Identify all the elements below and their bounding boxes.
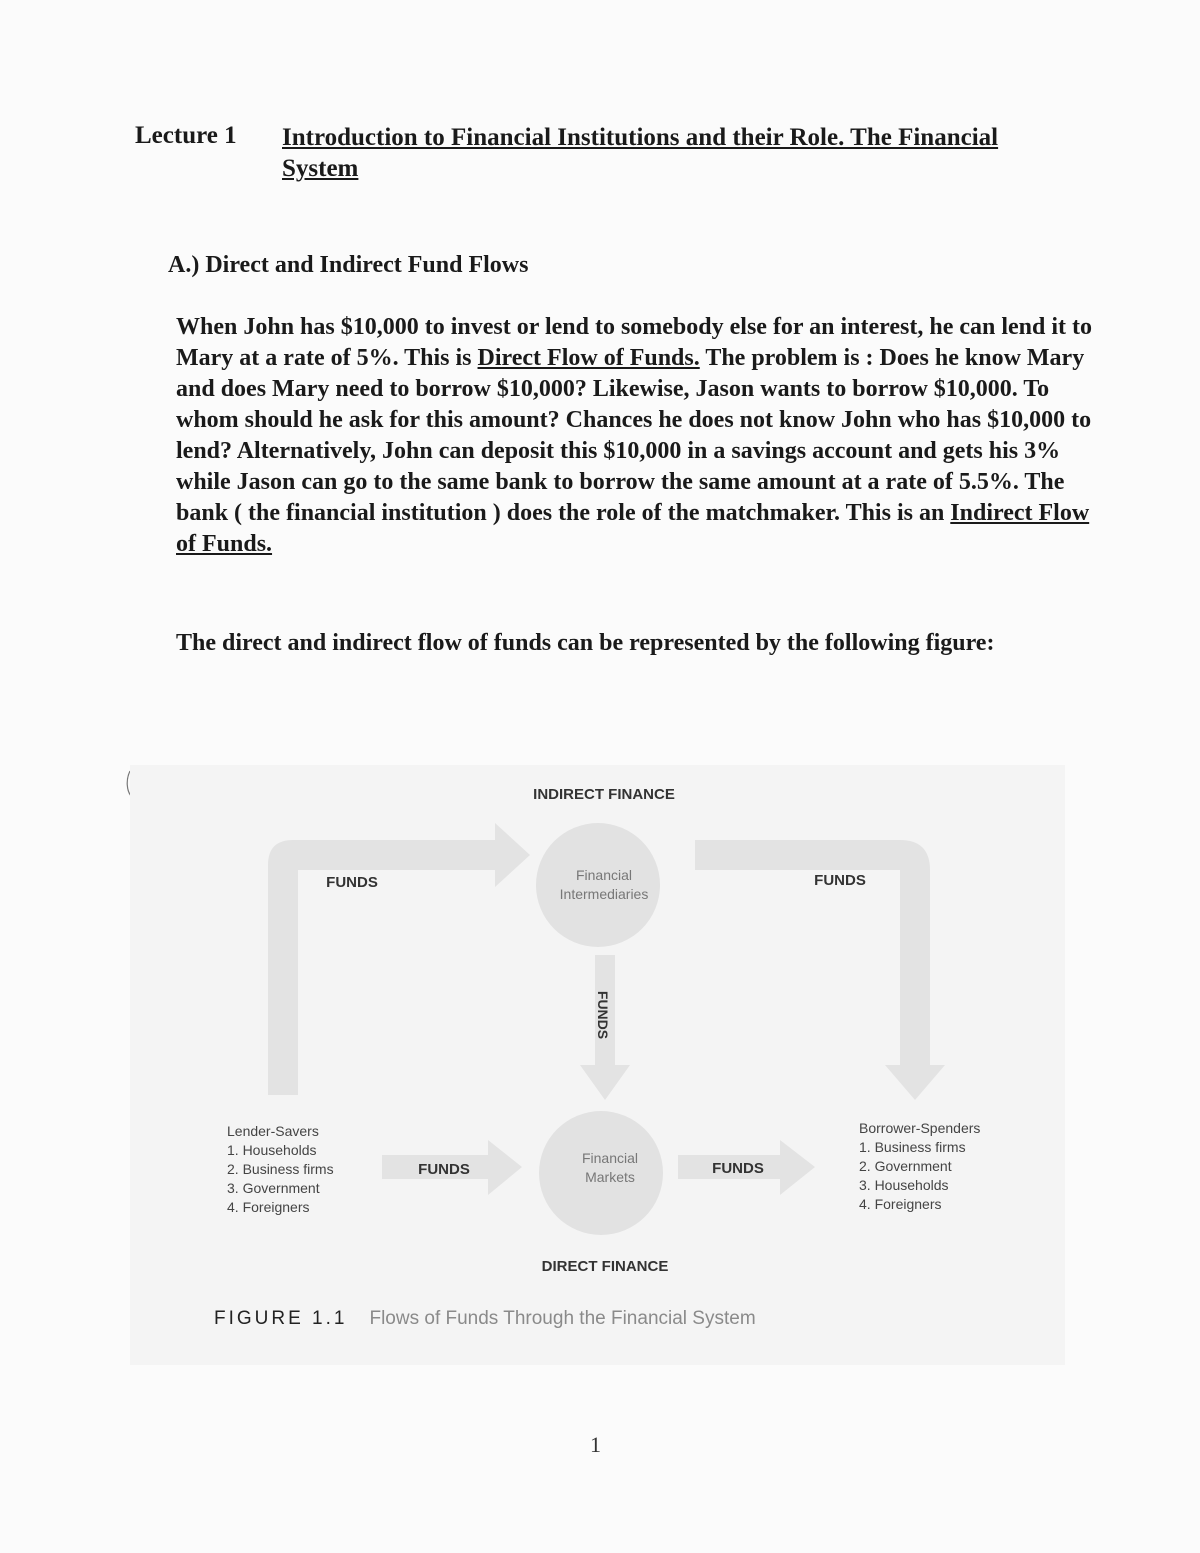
intermediaries-label-line1: Financial bbox=[575, 867, 633, 883]
lender-savers-title: Lender-Savers bbox=[227, 1123, 319, 1139]
indirect-finance-label: INDIRECT FINANCE bbox=[533, 786, 675, 803]
lecture-title-line2: System bbox=[282, 155, 359, 182]
section-heading: A.) Direct and Indirect Fund Flows bbox=[168, 252, 529, 278]
figure-caption bbox=[214, 1308, 756, 1330]
funds-label-vertical: FUNDS bbox=[595, 990, 611, 1040]
borrower-item: 4. Foreigners bbox=[859, 1196, 942, 1212]
borrower-item: 1. Business firms bbox=[859, 1139, 966, 1155]
direct-finance-label: DIRECT FINANCE bbox=[541, 1258, 669, 1275]
funds-label-bottom-right: FUNDS bbox=[712, 1160, 764, 1177]
borrower-spenders-title: Borrower-Spenders bbox=[859, 1120, 981, 1136]
borrower-item: 2. Government bbox=[859, 1158, 952, 1174]
markets-label-line2: Markets bbox=[585, 1169, 635, 1185]
lender-item: 4. Foreigners bbox=[227, 1199, 310, 1215]
lecture-title bbox=[282, 122, 1082, 184]
paragraph-text: The problem is : Does he know Mary and does Mary need to borrow $10,000? Likewise, Jason wants to borrow $10,000. To whom should he ask for this amount? Chances he does not know John who has $10,000 to lend? Alternatively, John can deposit this $10,000 in a savings account and gets his 3% while Jason can go to the same bank to borrow the same amount at a rate of 5.5%. The bank ( the financial institution ) does the role of the matchmaker. This is an bbox=[176, 345, 1092, 526]
indirect-flow-term: Indirect Flow of Funds. bbox=[176, 500, 1090, 557]
paragraph-figure-intro: The direct and indirect flow of funds can be represented by the following figure: bbox=[176, 630, 995, 656]
lender-item: 1. Households bbox=[227, 1142, 317, 1158]
intermediaries-circle bbox=[536, 823, 660, 947]
flow-of-funds-figure bbox=[130, 765, 1065, 1365]
funds-label-top-left: FUNDS bbox=[326, 874, 378, 891]
lecture-label: Lecture 1 bbox=[135, 122, 237, 149]
figure-caption-text: Flows of Funds Through the Financial System bbox=[369, 1308, 756, 1329]
borrower-item: 3. Households bbox=[859, 1177, 949, 1193]
paragraph-fund-flows bbox=[176, 312, 1096, 560]
lender-item: 3. Government bbox=[227, 1180, 320, 1196]
funds-label-bottom-left: FUNDS bbox=[418, 1161, 470, 1178]
page-number: 1 bbox=[590, 1432, 601, 1457]
figure-caption-label: FIGURE 1.1 bbox=[214, 1308, 348, 1329]
funds-label-top-right: FUNDS bbox=[814, 872, 866, 889]
markets-label-line1: Financial bbox=[581, 1150, 639, 1166]
direct-flow-term: Direct Flow of Funds. bbox=[477, 345, 700, 371]
lender-item: 2. Business firms bbox=[227, 1161, 334, 1177]
paragraph-text: When John has $10,000 to invest or lend to somebody else for an interest, he can lend it to Mary at a rate of 5%. This is bbox=[176, 314, 1093, 371]
lecture-title-line1: Introduction to Financial Institutions and their Role. The Financial bbox=[282, 124, 999, 151]
intermediaries-label-line2: Intermediaries bbox=[559, 886, 649, 902]
